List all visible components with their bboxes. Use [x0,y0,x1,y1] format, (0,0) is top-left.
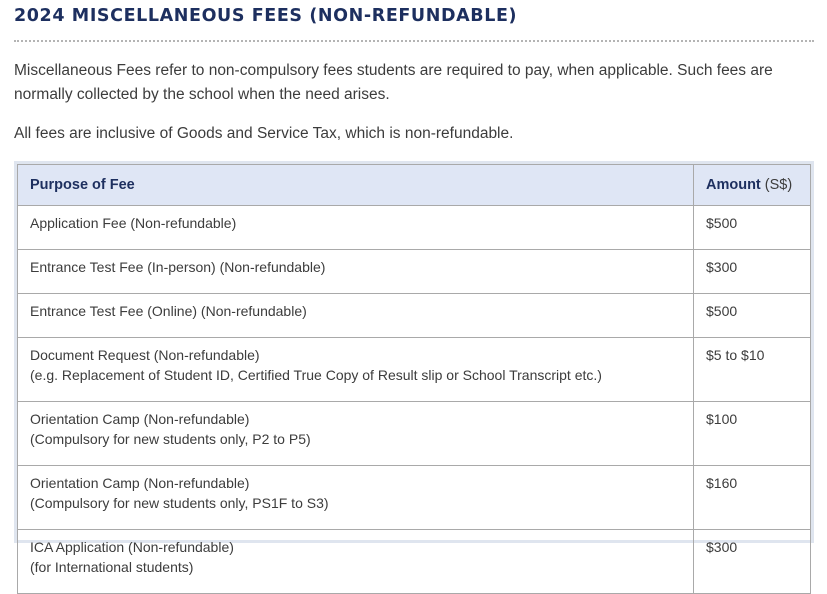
fee-amount: $300 [694,250,811,294]
table-row [18,466,811,530]
fee-purpose: Entrance Test Fee (In-person) (Non-refundable) [30,259,326,275]
header-amount-unit: (S$) [764,177,793,193]
fee-purpose: Orientation Camp (Non-refundable) [30,475,250,491]
fees-table [17,164,811,594]
header-purpose [18,165,694,206]
header-purpose-label: Purpose of Fee [30,177,135,193]
fee-note: (Compulsory for new students only, PS1F to S3) [30,495,329,511]
fee-amount: $500 [694,206,811,250]
fee-purpose: Application Fee (Non-refundable) [30,215,237,231]
table-row [18,402,811,466]
table-row [18,338,811,402]
fee-amount: $100 [694,402,811,466]
fee-purpose: Entrance Test Fee (Online) (Non-refundable) [30,303,307,319]
gst-note-paragraph: All fees are inclusive of Goods and Service Tax, which is non-refundable. [14,125,514,142]
fee-purpose: Orientation Camp (Non-refundable) [30,411,250,427]
intro-paragraph: Miscellaneous Fees refer to non-compulsory fees students are required to pay, when applicable. Such fees are normally collected by the school when the need arises. [14,62,773,103]
fee-purpose-cell [18,338,694,402]
fee-purpose-cell [18,466,694,530]
fee-amount: $5 to $10 [694,338,811,402]
fee-purpose-cell [18,402,694,466]
table-header-row [18,165,811,206]
fee-note: (Compulsory for new students only, P2 to P5) [30,431,311,447]
dotted-divider [14,40,814,42]
fee-note: (for International students) [30,559,194,575]
fee-amount: $300 [694,530,811,594]
page-title: 2024 MISCELLANEOUS FEES (NON-REFUNDABLE) [14,6,518,26]
table-row [18,294,811,338]
table-row [18,206,811,250]
fee-amount: $500 [694,294,811,338]
table-row [18,530,811,594]
fee-purpose-cell [18,530,694,594]
fee-purpose-cell [18,294,694,338]
fee-note: (e.g. Replacement of Student ID, Certified True Copy of Result slip or School Transcript etc.) [30,367,602,383]
fee-purpose-cell [18,206,694,250]
header-amount-label: Amount [706,177,761,193]
fee-purpose: ICA Application (Non-refundable) [30,539,234,555]
fee-purpose-cell [18,250,694,294]
table-row [18,250,811,294]
header-amount [694,165,811,206]
fee-purpose: Document Request (Non-refundable) [30,347,260,363]
fee-amount: $160 [694,466,811,530]
fees-table-container [14,161,814,575]
